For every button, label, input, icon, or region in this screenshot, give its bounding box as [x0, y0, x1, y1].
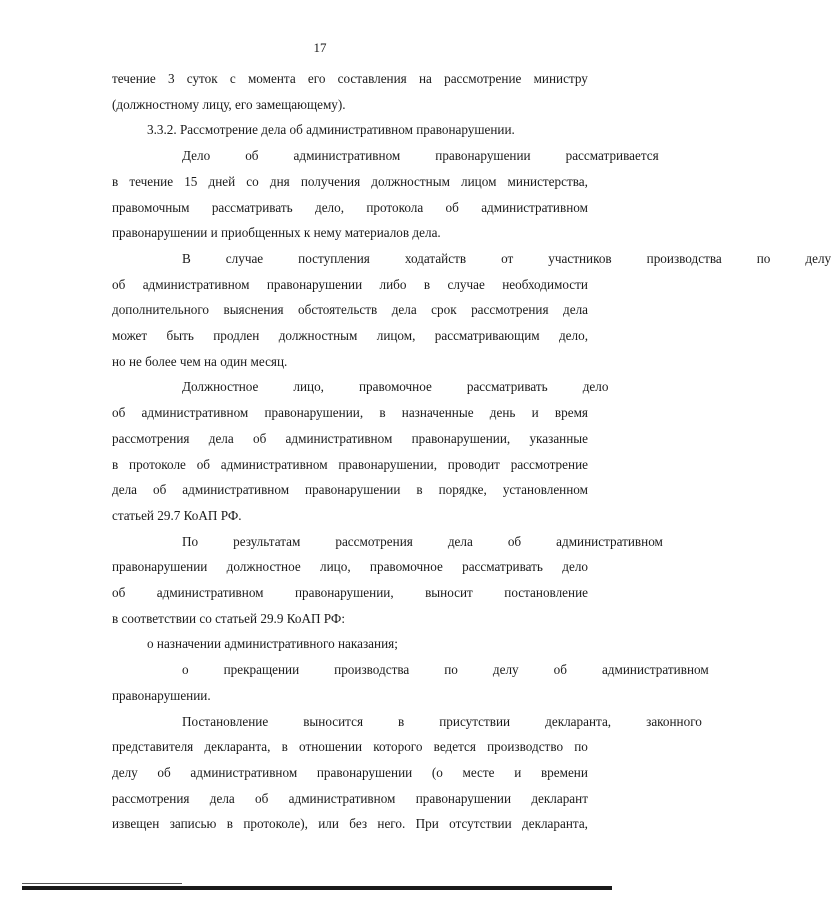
word: по: [756, 250, 771, 266]
text-line: 3.3.2. Рассмотрение дела об административном правонарушении.: [147, 122, 515, 138]
word: в: [379, 405, 386, 421]
word: суток: [186, 71, 218, 86]
word: административном: [285, 430, 393, 446]
text-line: [112, 426, 588, 452]
word: дней: [208, 173, 236, 189]
word: которого: [373, 739, 423, 755]
word: рассматривается: [565, 148, 659, 164]
word: выносится: [303, 713, 364, 729]
word: дела: [208, 430, 234, 446]
word: выяснения: [223, 302, 284, 318]
word: правонарушении,: [294, 585, 394, 601]
word: него.: [377, 816, 406, 832]
word: дня: [269, 173, 290, 189]
word: извещен: [112, 816, 160, 832]
text-line: [112, 195, 588, 221]
text-line: [112, 246, 831, 272]
word: в: [423, 276, 431, 292]
text-line: правонарушении.: [112, 687, 211, 703]
section-heading: [112, 117, 588, 143]
word: протоколе: [129, 456, 186, 472]
word: производство: [487, 739, 564, 755]
word: необходимости: [502, 276, 588, 292]
word: в: [398, 713, 405, 729]
page-number: 17: [313, 40, 327, 55]
word: либо: [379, 276, 407, 292]
scan-edge-line: [22, 886, 612, 890]
word: поступления: [298, 250, 370, 266]
text-line: [112, 169, 588, 195]
word: декларанта,: [204, 739, 271, 755]
word: административном: [156, 585, 264, 601]
word: в: [112, 173, 119, 189]
word: дела: [563, 302, 588, 318]
word: момента: [247, 71, 296, 86]
word: проводит: [447, 456, 500, 472]
word: об: [445, 199, 459, 215]
document-body: [112, 66, 831, 837]
word: административном: [141, 405, 249, 421]
word: может: [112, 328, 148, 344]
word: лицом: [461, 173, 497, 189]
word: рассмотрение: [444, 71, 522, 86]
word: время: [554, 405, 588, 421]
word: день: [489, 405, 516, 421]
word: течение: [112, 71, 156, 86]
word: и: [514, 764, 522, 780]
word: дело,: [314, 199, 345, 215]
word: лицом,: [376, 328, 416, 344]
text-line: [112, 657, 709, 683]
text-line: [112, 580, 588, 606]
word: В: [182, 250, 191, 266]
word: прекращении: [223, 662, 300, 678]
word: декларанта,: [545, 713, 612, 729]
word: декларанта,: [522, 816, 588, 832]
word: его: [307, 71, 326, 86]
word: должностным: [371, 173, 450, 189]
word: лицо,: [320, 559, 351, 575]
word: дела: [209, 790, 235, 806]
word: о: [182, 662, 189, 678]
text-line: [112, 400, 588, 426]
word: в: [226, 816, 233, 832]
word: должностным: [278, 328, 358, 344]
word: протоколе),: [243, 816, 308, 832]
word: рассматривающим: [434, 328, 540, 344]
word: административном: [601, 662, 709, 678]
word: Должностное: [182, 379, 259, 395]
word: делу: [492, 662, 519, 678]
word: дело: [582, 379, 609, 395]
text-line: [112, 272, 588, 298]
word: об: [196, 456, 210, 472]
word: административном: [182, 482, 290, 498]
word: рассмотрения: [112, 430, 190, 446]
word: ведется: [433, 739, 476, 755]
word: правонарушении: [415, 790, 512, 806]
paragraph: [112, 143, 659, 246]
word: об: [112, 585, 126, 601]
word: рассмотрения: [471, 302, 549, 318]
text-line: [112, 477, 588, 503]
word: административном: [556, 533, 663, 549]
text-line: [112, 786, 588, 812]
word: административном: [220, 456, 328, 472]
word: правонарушении,: [264, 405, 364, 421]
word: на: [418, 71, 432, 86]
word: правонарушении: [266, 276, 363, 292]
word: назначенные: [401, 405, 474, 421]
word: министру: [533, 71, 588, 86]
word: рассматривать: [466, 379, 548, 395]
text-line: [112, 554, 588, 580]
paragraph: [112, 374, 609, 528]
text-line: (должностному лицу, его замещающему).: [112, 96, 346, 112]
word: По: [182, 533, 199, 549]
word: участников: [548, 250, 612, 266]
word: по: [574, 739, 588, 755]
word: с: [229, 71, 236, 86]
word: установленном: [502, 482, 588, 498]
word: правомочное: [369, 559, 443, 575]
paragraph: [112, 529, 663, 632]
word: обстоятельств: [298, 302, 378, 318]
word: правонарушении: [112, 559, 208, 575]
word: указанные: [529, 430, 588, 446]
text-line: но не более чем на один месяц.: [112, 353, 288, 369]
word: рассматривать: [462, 559, 543, 575]
text-line: [112, 709, 702, 735]
word: об: [112, 405, 126, 421]
word: об: [252, 430, 267, 446]
word: продлен: [213, 328, 260, 344]
text-line: о назначении административного наказания;: [147, 636, 398, 652]
word: 3: [167, 71, 175, 86]
word: об: [507, 533, 522, 549]
text-line: [112, 143, 659, 169]
word: правонарушении: [316, 764, 413, 780]
text-line: [112, 297, 588, 323]
word: правонарушении,: [338, 456, 437, 472]
word: правомочное: [358, 379, 432, 395]
word: правомочным: [112, 199, 190, 215]
word: об: [553, 662, 567, 678]
word: записью: [169, 816, 217, 832]
word: правонарушении: [305, 482, 401, 498]
word: об: [112, 276, 126, 292]
word: об: [152, 482, 167, 498]
word: дела: [112, 482, 137, 498]
word: административном: [142, 276, 250, 292]
paragraph: [112, 246, 831, 375]
list-item: [112, 657, 709, 708]
word: Постановление: [182, 713, 269, 729]
word: отношении: [299, 739, 363, 755]
word: получения: [300, 173, 361, 189]
word: составления: [337, 71, 407, 86]
word: производства: [334, 662, 410, 678]
word: правонарушении: [435, 148, 531, 164]
word: без: [349, 816, 368, 832]
text-line: [112, 760, 588, 786]
word: (о: [431, 764, 443, 780]
word: административном: [481, 199, 588, 215]
paragraph: [112, 66, 588, 117]
word: по: [444, 662, 458, 678]
text-line: [112, 529, 663, 555]
word: 15: [184, 173, 198, 189]
paragraph: [112, 709, 702, 838]
word: постановление: [504, 585, 588, 601]
word: выносит: [425, 585, 473, 601]
text-line: в соответствии со статьей 29.9 КоАП РФ:: [112, 610, 345, 626]
word: рассмотрение: [510, 456, 588, 472]
text-line: [112, 734, 588, 760]
word: об: [157, 764, 171, 780]
word: административном: [190, 764, 298, 780]
list-item: [112, 631, 588, 657]
word: присутствии: [439, 713, 511, 729]
text-line: статьей 29.7 КоАП РФ.: [112, 507, 242, 523]
word: со: [246, 173, 259, 189]
word: порядке,: [438, 482, 487, 498]
word: делу: [112, 764, 138, 780]
word: срок: [431, 302, 457, 318]
word: рассмотрения: [112, 790, 190, 806]
word: рассматривать: [211, 199, 293, 215]
word: в: [281, 739, 288, 755]
word: Дело: [182, 148, 211, 164]
word: административном: [288, 790, 396, 806]
word: случае: [447, 276, 485, 292]
word: времени: [540, 764, 588, 780]
text-line: [112, 374, 609, 400]
word: должностное: [226, 559, 301, 575]
word: отсутствии: [449, 816, 512, 832]
word: представителя: [112, 739, 194, 755]
word: законного: [646, 713, 702, 729]
word: быть: [166, 328, 194, 344]
text-line: [112, 323, 588, 349]
word: месте: [462, 764, 495, 780]
text-line: [112, 66, 588, 92]
word: в: [112, 456, 119, 472]
text-line: [112, 452, 588, 478]
word: об: [245, 148, 259, 164]
word: При: [415, 816, 439, 832]
text-line: [112, 811, 588, 837]
text-line: правонарушении и приобщенных к нему материалов дела.: [112, 225, 441, 241]
word: об: [255, 790, 269, 806]
word: дело: [562, 559, 588, 575]
word: случае: [225, 250, 264, 266]
word: делу: [805, 250, 831, 266]
word: от: [501, 250, 514, 266]
word: результатам: [233, 533, 301, 549]
word: дополнительного: [112, 302, 210, 318]
word: рассмотрения: [335, 533, 413, 549]
scan-edge-line: [22, 883, 182, 884]
word: и: [531, 405, 539, 421]
word: протокола: [366, 199, 424, 215]
word: административном: [293, 148, 401, 164]
word: министерства,: [507, 173, 588, 189]
word: дело,: [558, 328, 588, 344]
word: течение: [129, 173, 174, 189]
word: дела: [447, 533, 473, 549]
word: или: [318, 816, 339, 832]
word: в: [416, 482, 423, 498]
word: лицо,: [293, 379, 324, 395]
word: декларант: [531, 790, 588, 806]
word: правонарушении,: [411, 430, 511, 446]
word: производства: [646, 250, 722, 266]
word: ходатайств: [404, 250, 467, 266]
word: дела: [391, 302, 417, 318]
